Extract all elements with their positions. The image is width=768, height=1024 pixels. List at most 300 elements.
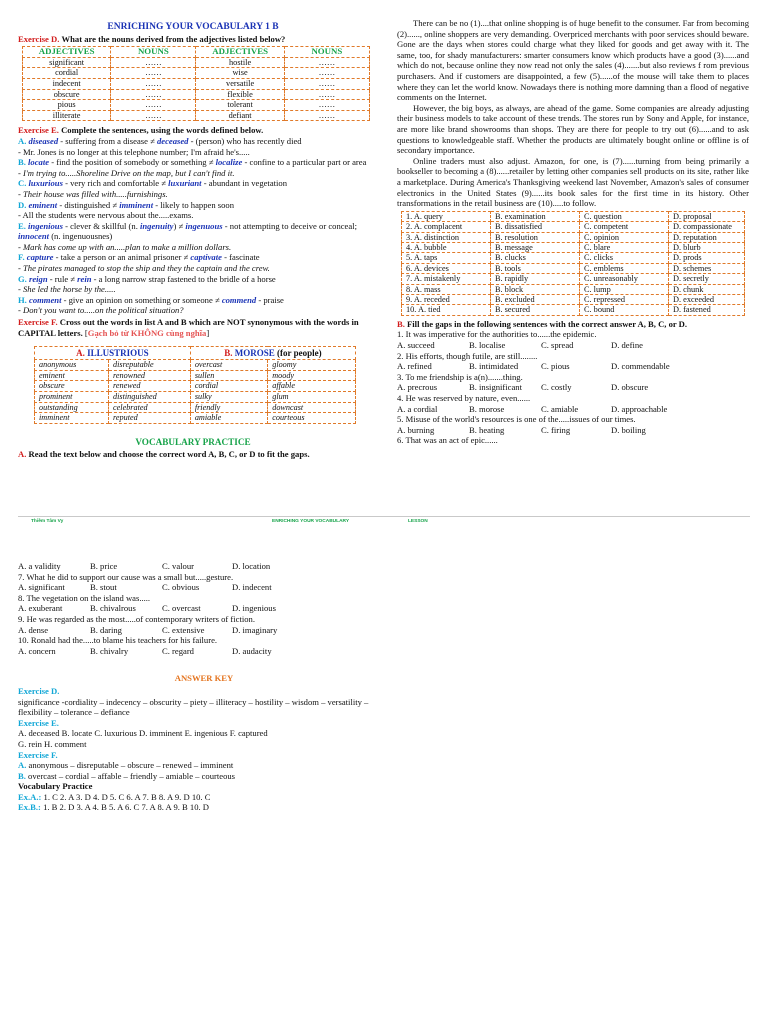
answer-option: C. obvious (162, 582, 200, 593)
exercise-b-label: B. (397, 318, 405, 329)
footer-title: ENRICHING YOUR VOCABULARY (272, 519, 350, 524)
definition-text: - a long narrow strap fastened to the bridle of a horse (91, 273, 276, 284)
answer-option: C. amiable (541, 403, 579, 414)
footer-lesson: LESSON (408, 519, 428, 524)
definition-text: - (person) who has recently died (188, 135, 302, 146)
example-sentence: - Don't you want to.....on the political situation? (18, 305, 184, 316)
table-row (402, 242, 745, 252)
option-cell: D. secretly (669, 274, 745, 284)
keyword: captivate (190, 252, 222, 263)
table-cell: cordial (23, 68, 111, 79)
answer-exercise-e-line2: G. rein H. comment (18, 738, 87, 749)
table-cell: prominent (35, 392, 109, 403)
options-table (401, 211, 745, 316)
synonym-table-body (35, 360, 356, 424)
table-row (35, 381, 356, 392)
option-cell: B. rapidly (491, 274, 580, 284)
keyword: eminent (28, 199, 58, 210)
keyword: ingenious (28, 220, 63, 231)
table-row (402, 222, 745, 232)
table-cell: …… (284, 78, 369, 89)
answer-options (397, 425, 749, 436)
exercise-e-label: Exercise E. (18, 125, 59, 136)
table-header: NOUNS (111, 47, 196, 58)
option-cell: D. fastened (669, 305, 745, 315)
example-sentence: - All the students were nervous about the.....exams. (18, 210, 194, 221)
answer-option: A. concern (18, 645, 56, 656)
answer-option: B. insignificant (469, 382, 522, 393)
passage-paragraph: There can be no (1)....that online shopping is of huge benefit to the consumer. Far from becoming (2)......, online shoppers are very demanding. Overpriced merchants with poor services should beware. Gone are the days when stores could charge what they liked for goods and get away with it. The same, too, for shady manufacturers: smarter consumers know which products have a good (3)......and which do not, because online they now read not only the sales (4).......but also reviews f rom previous purchasers. And if customers are disappointed, a few (5)......of the mouse will take them to places where they can let the world know. Nowadays there is nothing more damning than a flood of negative comments on the Internet. (397, 18, 749, 103)
table-row (402, 305, 745, 315)
answer-options (18, 625, 390, 636)
keyword: comment (29, 294, 62, 305)
option-cell: B. dissatisfied (491, 222, 580, 232)
answer-option: B. daring (90, 624, 122, 635)
continued-questions (18, 561, 390, 656)
keyword: innocent (18, 231, 50, 242)
exercise-d-heading (18, 34, 368, 45)
answer-options (397, 340, 749, 351)
definition-item (18, 157, 368, 168)
table-cell: …… (111, 89, 196, 100)
item-letter: D. (18, 199, 27, 210)
answer-exercise-d-label: Exercise D. (18, 685, 60, 696)
table-row (402, 284, 745, 294)
table-cell: defiant (196, 110, 284, 121)
practice-a-label: A. (18, 449, 27, 460)
option-cell: B. tools (491, 263, 580, 273)
option-cell: 8. A. mass (402, 284, 491, 294)
page-title: ENRICHING YOUR VOCABULARY 1 B (107, 22, 279, 32)
answer-option: D. ingenious (232, 603, 276, 614)
table-row (402, 263, 745, 273)
answer-option: B. chivalrous (90, 603, 136, 614)
option-cell: C. unreasonably (580, 274, 669, 284)
item-letter: E. (18, 220, 26, 231)
answer-option: D. indecent (232, 582, 272, 593)
table-cell: …… (111, 68, 196, 79)
answer-option: D. imaginary (232, 624, 278, 635)
table-header: ADJECTIVES (23, 47, 111, 58)
keyword: rein (77, 273, 92, 284)
answer-vocabulary-practice-label: Vocabulary Practice (18, 781, 93, 792)
exercise-e-heading (18, 125, 368, 136)
option-cell: C. repressed (580, 294, 669, 304)
exercise-f-heading: Exercise F. Cross out the words in list A and B which are NOT synonymous with the words in CAPITAL letters. [Gạch bỏ từ KHÔNG cùng nghĩa] (18, 317, 359, 338)
item-letter: G. (18, 273, 27, 284)
item-letter: B. (18, 157, 26, 168)
option-cell: B. message (491, 242, 580, 252)
table-row (23, 57, 370, 68)
option-cell: B. clucks (491, 253, 580, 263)
question-text: 7. What he did to support our cause was a small but.....gesture. (18, 571, 234, 582)
answer-option: D. audacity (232, 645, 272, 656)
answer-options (397, 361, 749, 372)
answer-option: A. significant (18, 582, 65, 593)
definition-text: - find the position of somebody or something ≠ (49, 157, 216, 168)
table-cell: obscure (23, 89, 111, 100)
exercise-f-label: Exercise F. (18, 317, 58, 328)
table-cell: …… (284, 57, 369, 68)
answer-option: D. obscure (611, 382, 649, 393)
table-row (402, 211, 745, 221)
table-row (35, 370, 356, 381)
definition-text: - give an opinion on something or someone ≠ (61, 294, 222, 305)
answer-option: A. precrous (397, 382, 438, 393)
item-letter: C. (18, 178, 27, 189)
option-cell: 3. A. distinction (402, 232, 491, 242)
answer-option: C. pious (541, 361, 570, 372)
definition-text: - likely to happen soon (153, 199, 235, 210)
example-sentence: - She led the horse by the..... (18, 284, 116, 295)
adjectives-table (22, 46, 370, 121)
answer-ex-a-text: 1. C 2. A 3. D 4. D 5. C 6. A 7. B 8. A 9. D 10. C (41, 791, 211, 802)
definition-text: - not attempting to deceive or conceal; (222, 220, 357, 231)
definition-text: - suffering from a disease ≠ (58, 135, 157, 146)
answer-options (18, 646, 390, 657)
option-cell: B. resolution (491, 232, 580, 242)
definition-text: ) ≠ (173, 220, 186, 231)
option-cell: B. excluded (491, 294, 580, 304)
question-text: 1. It was imperative for the authorities to......the epidemic. (397, 329, 597, 340)
table-cell: eminent (35, 370, 109, 381)
option-cell: B. secured (491, 305, 580, 315)
table-cell: celebrated (109, 402, 191, 413)
option-cell: 6. A. devices (402, 263, 491, 273)
table-cell: amiable (190, 413, 267, 424)
definition-item (18, 295, 368, 306)
list-b-suffix: (for people) (277, 348, 322, 359)
keyword: locate (28, 157, 50, 168)
table-cell: …… (111, 78, 196, 89)
passage-paragraph: However, the big boys, as always, are ahead of the game. Some companies are already adjusting their business models to take account of these trends. The stores run by Sony and Apple, for instance, are more like brand showrooms than shops. They are there for people to try out (6)......and to ask questions to knowledgeable staff. Whether the products are ultimately bought online or offline is of secondary importance. (397, 102, 749, 156)
answer-options (397, 382, 749, 393)
answer-exercise-d: significance -cordiality – indecency – obscurity – piety – illiteracy – hostility – wisdom – versatility – flexibility – tolerance – defiance (18, 696, 369, 718)
exercise-e-list (18, 136, 368, 316)
footer-author: Thiềm Tâm Vy (31, 519, 64, 524)
table-row (35, 402, 356, 413)
options-table-body (402, 211, 745, 315)
practice-instruction-line (18, 449, 368, 460)
answer-exercise-e-line1: A. deceased B. locate C. luxurious D. imminent E. ingenious F. captured (18, 728, 268, 739)
table-cell: disreputable (109, 360, 191, 371)
synonym-header-b (190, 347, 355, 360)
table-row (35, 392, 356, 403)
answer-option: D. approachable (611, 403, 668, 414)
answer-option: C. spread (541, 339, 574, 350)
question-text: 6. That was an act of epic...... (397, 435, 498, 446)
answer-option: A. a cordial (397, 403, 438, 414)
answer-option: C. overcast (162, 603, 201, 614)
table-cell: …… (111, 57, 196, 68)
answer-option: D. boiling (611, 424, 646, 435)
keyword: luxuriant (168, 178, 202, 189)
answer-option: C. firing (541, 424, 571, 435)
question-text: 10. Ronald had the.....to blame his teachers for his failure. (18, 635, 218, 646)
table-cell: obscure (35, 381, 109, 392)
exercise-d-label: Exercise D. (18, 33, 60, 44)
list-a-letter: A. (76, 348, 85, 359)
table-header: NOUNS (284, 47, 369, 58)
example-sentence: - Mark has come up with an.....plan to make a million dollars. (18, 241, 232, 252)
answer-option: C. costly (541, 382, 572, 393)
keyword: commend (221, 294, 257, 305)
question-text: 8. The vegetation on the island was..... (18, 592, 151, 603)
option-cell: D. blurb (669, 242, 745, 252)
table-cell: illiterate (23, 110, 111, 121)
answer-key-title: ANSWER KEY (174, 673, 234, 684)
exercise-f-note: Gạch bỏ từ KHÔNG cùng nghĩa (87, 327, 207, 338)
definition-item (18, 274, 368, 285)
exercise-e-question: Complete the sentences, using the words defined below. (61, 125, 264, 136)
question-text: 3. To me friendship is a(n).......thing. (397, 371, 523, 382)
table-cell: sullen (190, 370, 267, 381)
table-cell: downcast (268, 402, 356, 413)
option-cell: C. emblems (580, 263, 669, 273)
keyword: diseased (28, 135, 59, 146)
item-letter: H. (18, 294, 27, 305)
vocabulary-practice-title: VOCABULARY PRACTICE (135, 436, 251, 447)
question-text: 5. Misuse of the world's resources is one of the.....issues of our times. (397, 414, 636, 425)
synonym-header-a (35, 347, 191, 360)
answer-f-a-text: anonymous – disreputable – obscure – renewed – imminent (26, 760, 234, 771)
table-cell: pious (23, 100, 111, 111)
answer-option: B. stout (90, 582, 117, 593)
answer-option: A. dense (18, 624, 49, 635)
table-row (23, 100, 370, 111)
option-cell: C. lump (580, 284, 669, 294)
table-cell: significant (23, 57, 111, 68)
table-cell: …… (284, 89, 369, 100)
table-row (35, 360, 356, 371)
option-cell: C. blare (580, 242, 669, 252)
table-cell: distinguished (109, 392, 191, 403)
option-cell: 2. A. complacent (402, 222, 491, 232)
option-cell: 5. A. taps (402, 253, 491, 263)
answer-option: A. succeed (397, 339, 435, 350)
answer-option: A. a validity (18, 561, 61, 571)
keyword: imminent (119, 199, 154, 210)
keyword: localize (215, 157, 243, 168)
answer-options (18, 561, 390, 572)
exercise-b-heading (397, 319, 749, 330)
table-cell: courteous (268, 413, 356, 424)
definition-text: - take a person or an animal prisoner ≠ (53, 252, 191, 263)
option-cell: C. clicks (580, 253, 669, 263)
bottom-section (18, 561, 390, 813)
option-cell: D. reputation (669, 232, 745, 242)
adjectives-table-body (23, 57, 370, 121)
answer-options (18, 603, 390, 614)
option-cell: 7. A. mistakenly (402, 274, 491, 284)
answer-option: C. regard (162, 645, 194, 656)
answer-option: D. define (611, 339, 643, 350)
question-text: 2. His efforts, though futile, are still........ (397, 350, 538, 361)
table-cell: indecent (23, 78, 111, 89)
answer-exercise-f-label: Exercise F. (18, 749, 58, 760)
answer-ex-a-label: Ex.A.: (18, 791, 42, 802)
answer-ex-b-label: Ex.B.: (18, 802, 41, 813)
exercise-f-question: Cross out the words in list A and B which are NOT synonymous with the words in CAPITAL letters. (18, 317, 359, 338)
answer-ex-b (18, 802, 390, 813)
answer-options (18, 582, 390, 593)
definition-text: - clever & skillful (n. (62, 220, 141, 231)
example-sentence: - I'm trying to.....Shoreline Drive on the map, but I can't find it. (18, 167, 235, 178)
option-cell: C. question (580, 211, 669, 221)
table-cell: sulky (190, 392, 267, 403)
definition-item (18, 200, 368, 211)
answer-option: A. burning (397, 424, 435, 435)
answer-option: B. localise (469, 339, 506, 350)
answer-option: A. refined (397, 361, 432, 372)
keyword: deceased (156, 135, 189, 146)
table-cell: glum (268, 392, 356, 403)
option-cell: C. bound (580, 305, 669, 315)
definition-text: - confine to a particular part or area (242, 157, 367, 168)
option-cell: D. schemes (669, 263, 745, 273)
synonym-table (34, 346, 356, 424)
reading-passage (397, 18, 749, 209)
definition-text: - fascinate (221, 252, 260, 263)
table-cell: …… (284, 110, 369, 121)
keyword: reign (29, 273, 48, 284)
definition-item (18, 221, 368, 242)
option-cell: 1. A. query (402, 211, 491, 221)
option-cell: 4. A. bubble (402, 242, 491, 252)
answer-option: B. morose (469, 403, 505, 414)
answer-option: C. valour (162, 561, 194, 571)
option-cell: 10. A. tied (402, 305, 491, 315)
option-cell: C. opinion (580, 232, 669, 242)
answer-f-b-label: B. (18, 770, 26, 781)
definition-text: - distinguished ≠ (57, 199, 120, 210)
question-text: 9. He was regarded as the most.....of contemporary writers of fiction. (18, 613, 255, 624)
definition-text: - praise (256, 294, 284, 305)
example-sentence: - The pirates managed to stop the ship and they the captain and the crew. (18, 263, 270, 274)
option-cell: D. prods (669, 253, 745, 263)
table-row (402, 253, 745, 263)
list-a-title: ILLUSTRIOUS (87, 348, 149, 359)
answer-options (397, 404, 749, 415)
table-cell: moody (268, 370, 356, 381)
table-cell: overcast (190, 360, 267, 371)
answer-option: D. commendable (611, 361, 670, 372)
exercise-b-instruction: Fill the gaps in the following sentences with the correct answer A, B, C, or D. (407, 318, 688, 329)
exercise-d-question: What are the nouns derived from the adjectives listed below? (61, 33, 286, 44)
table-cell: flexible (196, 89, 284, 100)
definition-text: (n. ingenuousnes) (49, 231, 113, 242)
table-cell: cordial (190, 381, 267, 392)
question-text: 4. He was reserved by nature, even...... (397, 392, 531, 403)
page-footer (0, 516, 768, 526)
definition-text: - rule ≠ (47, 273, 78, 284)
table-cell: …… (111, 100, 196, 111)
table-cell: friendly (190, 402, 267, 413)
table-row (23, 78, 370, 89)
table-row (402, 294, 745, 304)
answer-option: C. extensive (162, 624, 205, 635)
definition-text: - abundant in vegetation (201, 178, 287, 189)
answer-f-a-label: A. (18, 760, 27, 771)
answer-f-b-text: overcast – cordial – affable – friendly – amiable – courteous (25, 770, 236, 781)
table-cell: renewed (109, 381, 191, 392)
list-b-letter: B. (224, 348, 233, 359)
option-cell: D. chunk (669, 284, 745, 294)
answer-option: B. price (90, 561, 118, 571)
keyword: ingenuity (140, 220, 174, 231)
answer-ex-a (18, 792, 390, 803)
table-cell: anonymous (35, 360, 109, 371)
table-cell: renowned (109, 370, 191, 381)
table-row (402, 274, 745, 284)
right-column (397, 18, 749, 446)
list-b-title: MOROSE (234, 348, 275, 359)
option-cell: B. examination (491, 211, 580, 221)
table-cell: …… (111, 110, 196, 121)
answer-option: B. intimidated (469, 361, 519, 372)
table-cell: versatile (196, 78, 284, 89)
table-cell: reputed (109, 413, 191, 424)
keyword: capture (26, 252, 54, 263)
keyword: luxurious (28, 178, 63, 189)
option-cell: C. competent (580, 222, 669, 232)
example-sentence: - Mr. Jones is no longer at this telephone number; I'm afraid he's..... (18, 146, 250, 157)
item-letter: F. (18, 252, 25, 263)
table-cell: …… (284, 68, 369, 79)
option-cell: B. block (491, 284, 580, 294)
definition-item (18, 252, 368, 263)
answer-option: B. heating (469, 424, 505, 435)
practice-instruction: Read the text below and choose the correct word A, B, C, or D to fit the gaps. (28, 449, 310, 460)
passage-paragraph: Online traders must also adjust. Amazon, for one, is (7)......turning from being primarily a bookseller to becoming a (8)......retailer by letting other companies sell products on its site, rather like a marketplace. During America's Thanksgiving weekend last November, Amazon's sales of consumer electronics in the United States (9)......its book sales for the first time in its history. Other transformations in the retail business are (10).....to follow. (397, 155, 749, 209)
table-row (23, 89, 370, 100)
table-cell: wise (196, 68, 284, 79)
left-column (18, 22, 368, 460)
table-row (23, 68, 370, 79)
answer-option: A. exuberant (18, 603, 63, 614)
table-cell: outstanding (35, 402, 109, 413)
table-row (35, 413, 356, 424)
footer-divider (18, 516, 750, 517)
answer-exercise-f-b (18, 771, 390, 782)
answer-exercise-f-a (18, 760, 390, 771)
definition-text: - very rich and comfortable ≠ (62, 178, 169, 189)
keyword: ingenuous (185, 220, 223, 231)
option-cell: D. exceeded (669, 294, 745, 304)
table-cell: gloomy (268, 360, 356, 371)
table-row (23, 110, 370, 121)
option-cell: 9. A. receded (402, 294, 491, 304)
exercise-b-list (397, 329, 749, 446)
definition-item (18, 178, 368, 189)
table-cell: affable (268, 381, 356, 392)
answer-option: B. chivalry (90, 645, 129, 656)
definition-item (18, 136, 368, 147)
example-sentence: - Their house was filled with.....furnishings. (18, 188, 168, 199)
option-cell: D. compassionate (669, 222, 745, 232)
option-cell: D. proposal (669, 211, 745, 221)
table-cell: …… (284, 100, 369, 111)
answer-exercise-e-label: Exercise E. (18, 717, 59, 728)
answer-ex-b-text: 1. B 2. D 3. A 4. B 5. A 6. C 7. A 8. A 9. B 10. D (40, 802, 210, 813)
item-letter: A. (18, 135, 27, 146)
answer-option: D. location (232, 561, 271, 571)
table-cell: tolerant (196, 100, 284, 111)
table-header: ADJECTIVES (196, 47, 284, 58)
table-cell: hostile (196, 57, 284, 68)
table-cell: imminent (35, 413, 109, 424)
table-row (402, 232, 745, 242)
